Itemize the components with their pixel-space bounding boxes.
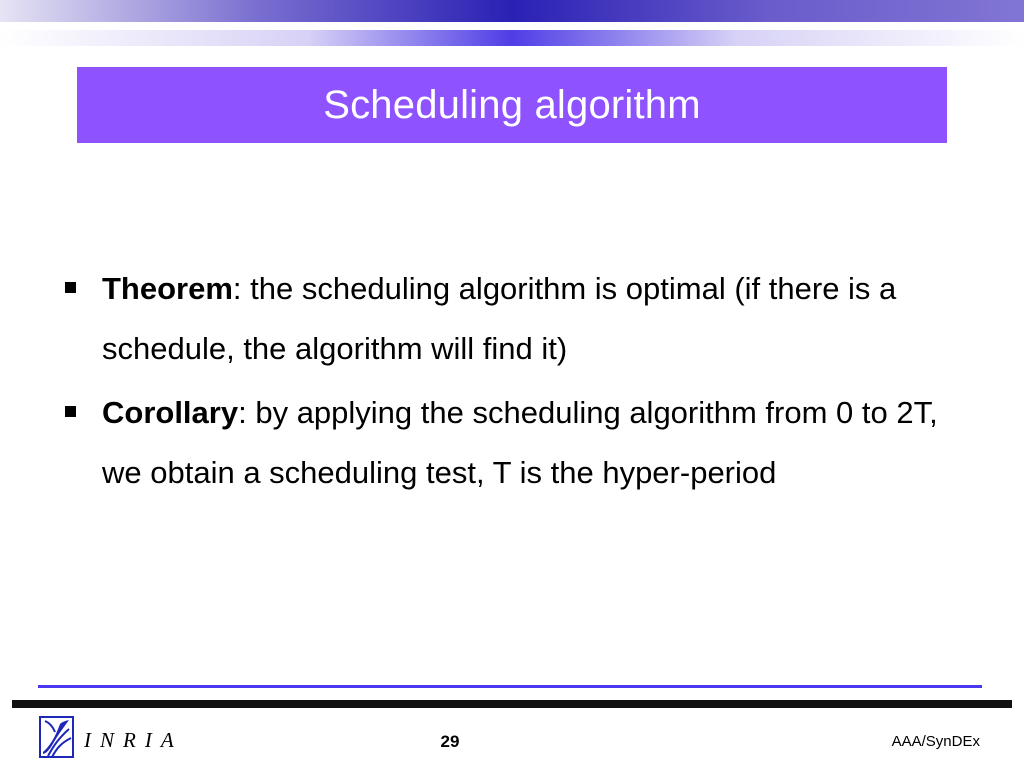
square-bullet-icon (65, 282, 76, 293)
bullet-corollary-text: : by applying the scheduling algorithm from 0 to 2T, we obtain a scheduling test, T is the hyper-period (102, 395, 938, 490)
bullet-theorem-label: Theorem (102, 271, 233, 306)
page-title: Scheduling algorithm (323, 82, 701, 127)
bullet-corollary (64, 383, 964, 503)
footer-accent-line (38, 685, 982, 688)
footer-divider (12, 700, 1012, 708)
bullet-corollary-label: Corollary (102, 395, 239, 430)
inria-logo-text: INRIA (84, 728, 183, 752)
top-gradient-stripe (0, 30, 1024, 46)
slide-content (64, 259, 964, 507)
title-banner (77, 67, 947, 143)
footer-label: AAA/SynDEx (891, 733, 980, 750)
page-number: 29 (440, 732, 460, 751)
bullet-theorem (64, 259, 964, 379)
top-gradient-bar (0, 0, 1024, 22)
bullet-theorem-text: : the scheduling algorithm is optimal (if there is a schedule, the algorithm will find it) (102, 271, 897, 366)
square-bullet-icon (65, 406, 76, 417)
inria-mark-icon (40, 717, 73, 757)
